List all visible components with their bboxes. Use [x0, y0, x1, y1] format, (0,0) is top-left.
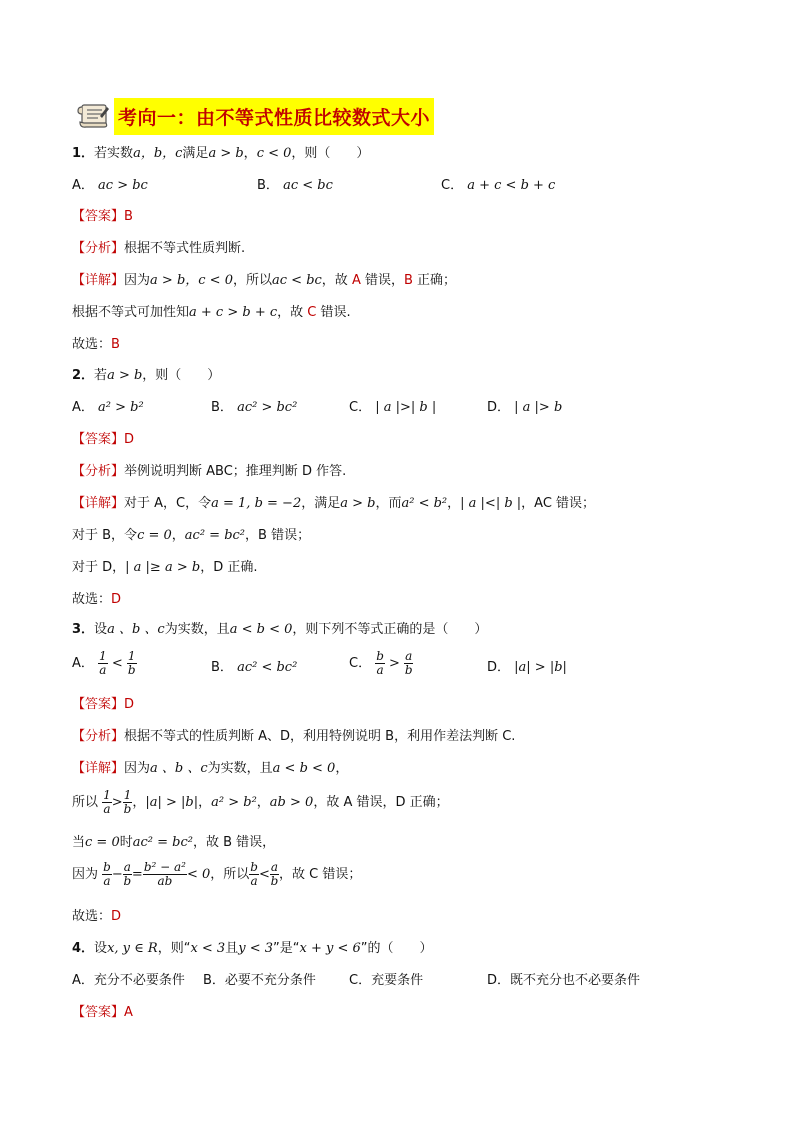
q4-option-a: A．充分不必要条件 [72, 973, 185, 988]
q1-choice: 故选：B [72, 337, 120, 352]
q3-option-b: B． ac² < bc² [211, 660, 298, 675]
question-3: 3．设a 、b 、c为实数，且a < b < 0，则下列不等式正确的是（ ） [72, 622, 488, 637]
q2-analysis: 【分析】举例说明判断 ABC；推理判断 D 作答. [72, 464, 347, 479]
q4-option-d: D．既不充分也不必要条件 [487, 973, 641, 988]
q4-option-b: B．必要不充分条件 [203, 973, 316, 988]
question-4: 4．设x, y ∈ R，则“x < 3且y < 3”是“x + y < 6”的（ ） [72, 941, 433, 956]
q4-option-c: C．充要条件 [349, 973, 424, 988]
q2-detail-2: 对于 B，令c = 0，ac² = bc²，B 错误； [72, 528, 311, 543]
q1-option-c: C． a + c < b + c [441, 178, 556, 193]
question-1: 1．若实数a，b，c满足a > b，c < 0，则（ ） [72, 146, 370, 161]
section-header [76, 95, 434, 137]
q2-choice: 故选：D [72, 592, 122, 607]
scroll-icon [76, 102, 110, 130]
question-2: 2．若a > b，则（ ） [72, 368, 221, 383]
q3-analysis: 【分析】根据不等式的性质判断 A、D，利用特例说明 B，利用作差法判断 C. [72, 729, 516, 744]
q3-detail-2: 所以 $\frac{1}{a}$ > $\frac{1}{b}$ ，|a| > |b|，a² > b²，ab > 0，故 A 错误，D 正确； [72, 788, 449, 816]
q1-option-a: A． ac > bc [72, 178, 148, 193]
q2-option-b: B． ac² > bc² [211, 400, 298, 415]
q1-analysis: 【分析】根据不等式性质判断. [72, 241, 246, 256]
q3-option-a: A． $\frac{1}{a}$ < $\frac{1}{b}$ [72, 649, 136, 677]
q2-detail-1: 【详解】对于 A，C，令a = 1, b = −2，满足a > b，而a² < b²，| a |<| b |，AC 错误； [72, 496, 596, 511]
q3-answer: 【答案】D [72, 697, 135, 712]
q2-option-c: C． | a |>| b | [349, 400, 437, 415]
q3-choice: 故选：D [72, 909, 122, 924]
q2-option-d: D． | a |> b [487, 400, 563, 415]
q3-option-d: D． |a| > |b| [487, 660, 567, 675]
q3-detail-3: 当c = 0时ac² = bc²，故 B 错误， [72, 835, 276, 850]
q2-option-a: A． a² > b² [72, 400, 144, 415]
q3-detail-4: 因为 $\frac{b}{a}$ − $\frac{a}{b}$ = $\frac{\text{b² − a²}}{ab}$ < 0，所以 $\frac{b}{a}$ < $\frac{a}{b}$ ，故 C 错误； [72, 860, 362, 888]
q1-answer: 【答案】B [72, 209, 133, 224]
q1-detail-1: 【详解】因为a > b，c < 0，所以ac < bc，故 A 错误，B 正确； [72, 273, 457, 288]
q2-detail-3: 对于 D，| a |≥ a > b，D 正确. [72, 560, 258, 575]
q3-option-c: C． $\frac{b}{a}$ > $\frac{a}{b}$ [349, 649, 413, 677]
q4-answer: 【答案】A [72, 1005, 133, 1020]
q1-option-b: B． ac < bc [257, 178, 333, 193]
section-title: 考向一：由不等式性质比较数式大小 [114, 98, 434, 135]
q1-detail-2: 根据不等式可加性知a + c > b + c，故 C 错误. [72, 305, 351, 320]
q2-answer: 【答案】D [72, 432, 135, 447]
q3-detail-1: 【详解】因为a 、b 、c为实数，且a < b < 0， [72, 761, 349, 776]
